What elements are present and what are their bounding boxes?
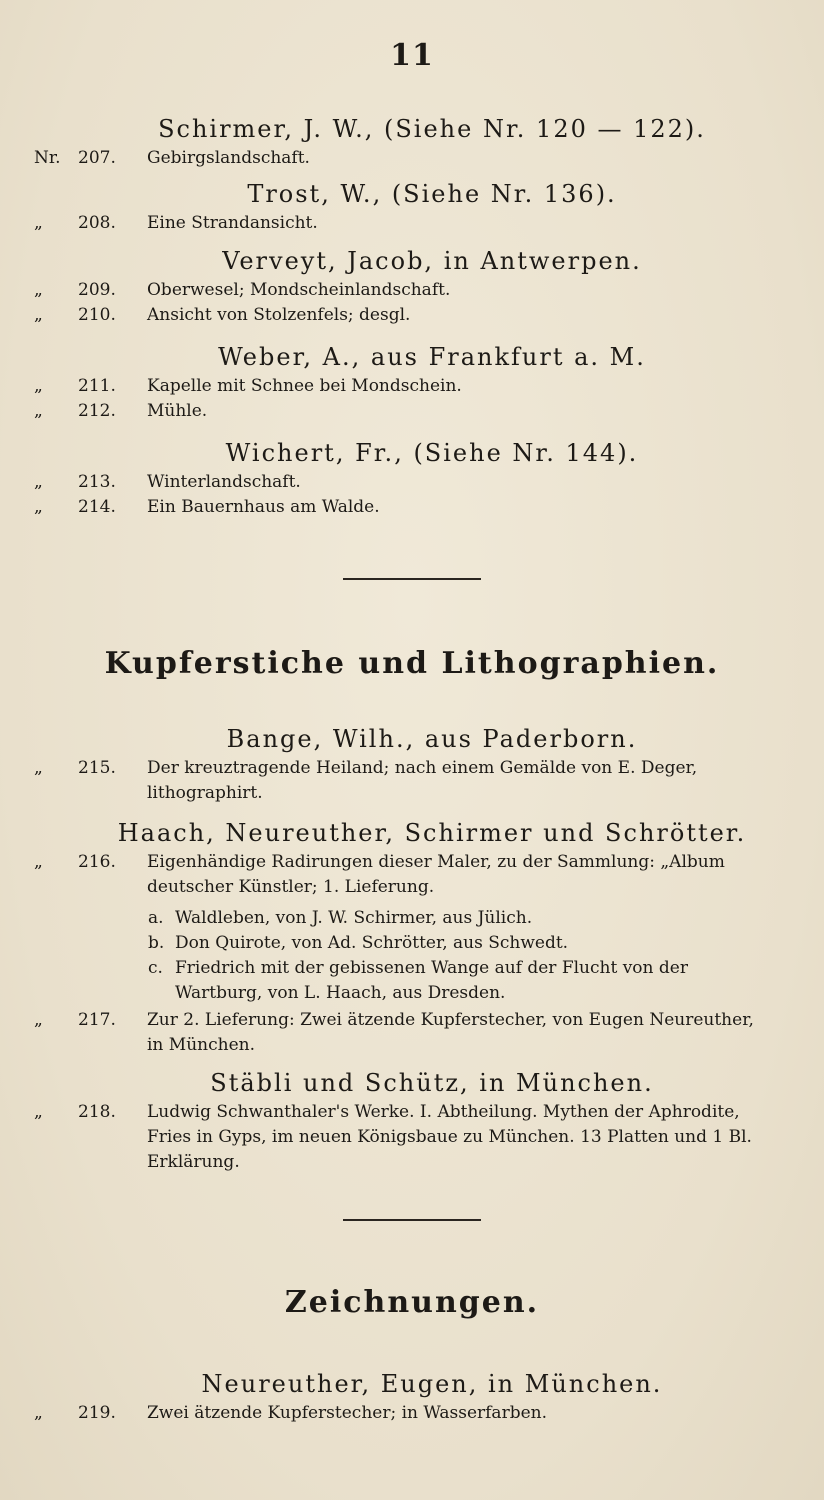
- catalog-entry: [0, 399, 824, 424]
- entry-prefix: „: [34, 758, 43, 778]
- entry-title: Oberwesel; Mondscheinlandschaft.: [147, 280, 451, 300]
- entry-title: Mühle.: [147, 401, 208, 421]
- catalog-entry: [0, 374, 824, 399]
- catalog-entry: [0, 470, 824, 495]
- artist-heading: Weber, A., aus Frankfurt a. M.: [218, 343, 646, 371]
- entry-title: Eigenhändige Radirungen dieser Maler, zu der Sammlung: „Album deutscher Künstler; 1. Lieferung.: [147, 852, 725, 897]
- catalog-entry: [0, 495, 824, 520]
- artist-heading: Stäbli und Schütz, in München.: [210, 1069, 654, 1097]
- entry-number: 209.: [78, 280, 116, 300]
- entry-prefix: „: [34, 1403, 43, 1423]
- sub-entry: [0, 906, 824, 931]
- sub-entry: [0, 956, 824, 1006]
- entry-prefix: „: [34, 401, 43, 421]
- sub-entry-title: Friedrich mit der gebissenen Wange auf der Flucht von der Wartburg, von L. Haach, aus Dresden.: [175, 958, 688, 1003]
- entry-number: 217.: [78, 1010, 116, 1030]
- entry-number: 211.: [78, 376, 116, 396]
- artist-heading: Verveyt, Jacob, in Antwerpen.: [222, 247, 642, 275]
- sub-entry-letter: b.: [148, 933, 165, 953]
- artist-heading: Wichert, Fr., (Siehe Nr. 144).: [225, 439, 639, 467]
- section-divider: [343, 578, 481, 580]
- page-number: 11: [390, 38, 434, 73]
- entry-number: 207.: [78, 148, 116, 168]
- entry-prefix: „: [34, 280, 43, 300]
- entry-prefix: „: [34, 213, 43, 233]
- section-title-engravings: Kupferstiche und Lithographien.: [104, 646, 720, 681]
- artist-heading: Schirmer, J. W., (Siehe Nr. 120 — 122).: [158, 115, 706, 143]
- entry-number: 219.: [78, 1403, 116, 1423]
- entry-number: 218.: [78, 1102, 116, 1122]
- page-content: [0, 112, 824, 1426]
- entry-title: Ein Bauernhaus am Walde.: [147, 497, 380, 517]
- sub-entry-letter: c.: [148, 958, 163, 978]
- entry-number: 214.: [78, 497, 116, 517]
- artist-heading: Trost, W., (Siehe Nr. 136).: [247, 180, 617, 208]
- entry-number: 213.: [78, 472, 116, 492]
- sub-entry-title: Don Quirote, von Ad. Schrötter, aus Schwedt.: [175, 933, 569, 953]
- catalog-entry: [0, 278, 824, 303]
- entry-title: Zur 2. Lieferung: Zwei ätzende Kupferstecher, von Eugen Neureuther, in München.: [147, 1010, 754, 1055]
- entry-title: Gebirgslandschaft.: [147, 148, 310, 168]
- entry-title: Eine Strandansicht.: [147, 213, 318, 233]
- entry-prefix: „: [34, 305, 43, 325]
- sub-entry-title: Waldleben, von J. W. Schirmer, aus Jülich.: [175, 908, 533, 928]
- entry-title: Winterlandschaft.: [147, 472, 301, 492]
- entry-prefix: „: [34, 497, 43, 517]
- catalog-entry: [0, 211, 824, 236]
- entry-title: Ansicht von Stolzenfels; desgl.: [147, 305, 411, 325]
- artist-heading: Neureuther, Eugen, in München.: [201, 1370, 663, 1398]
- entry-prefix: „: [34, 472, 43, 492]
- entry-prefix: „: [34, 376, 43, 396]
- entry-number: 210.: [78, 305, 116, 325]
- catalog-entry: [0, 1401, 824, 1426]
- entry-title: Zwei ätzende Kupferstecher; in Wasserfarben.: [147, 1403, 547, 1423]
- entry-number: 216.: [78, 852, 116, 872]
- artist-heading: Bange, Wilh., aus Paderborn.: [226, 725, 638, 753]
- entry-prefix: „: [34, 852, 43, 872]
- artist-heading: Haach, Neureuther, Schirmer und Schrötter.: [117, 819, 747, 847]
- catalog-entry: [0, 146, 824, 171]
- entry-number: 208.: [78, 213, 116, 233]
- entry-prefix: „: [34, 1102, 43, 1122]
- sub-entry-letter: a.: [148, 908, 164, 928]
- entry-title: Kapelle mit Schnee bei Mondschein.: [147, 376, 462, 396]
- section-divider: [343, 1219, 481, 1221]
- catalog-entry: [0, 1100, 824, 1175]
- sub-entry: [0, 931, 824, 956]
- section-title-drawings: Zeichnungen.: [284, 1285, 540, 1320]
- catalog-entry: [0, 756, 824, 806]
- entry-prefix: Nr.: [34, 148, 61, 168]
- entry-number: 215.: [78, 758, 116, 778]
- catalog-entry: [0, 850, 824, 900]
- entry-number: 212.: [78, 401, 116, 421]
- catalog-entry: [0, 1008, 824, 1058]
- entry-title: Ludwig Schwanthaler's Werke. I. Abtheilung. Mythen der Aphrodite, Fries in Gyps, im neuen Königsbaue zu München. 13 Platten und 1 Bl. Erklärung.: [147, 1102, 752, 1172]
- entry-title: Der kreuztragende Heiland; nach einem Gemälde von E. Deger, lithographirt.: [147, 758, 698, 803]
- entry-prefix: „: [34, 1010, 43, 1030]
- catalog-entry: [0, 303, 824, 328]
